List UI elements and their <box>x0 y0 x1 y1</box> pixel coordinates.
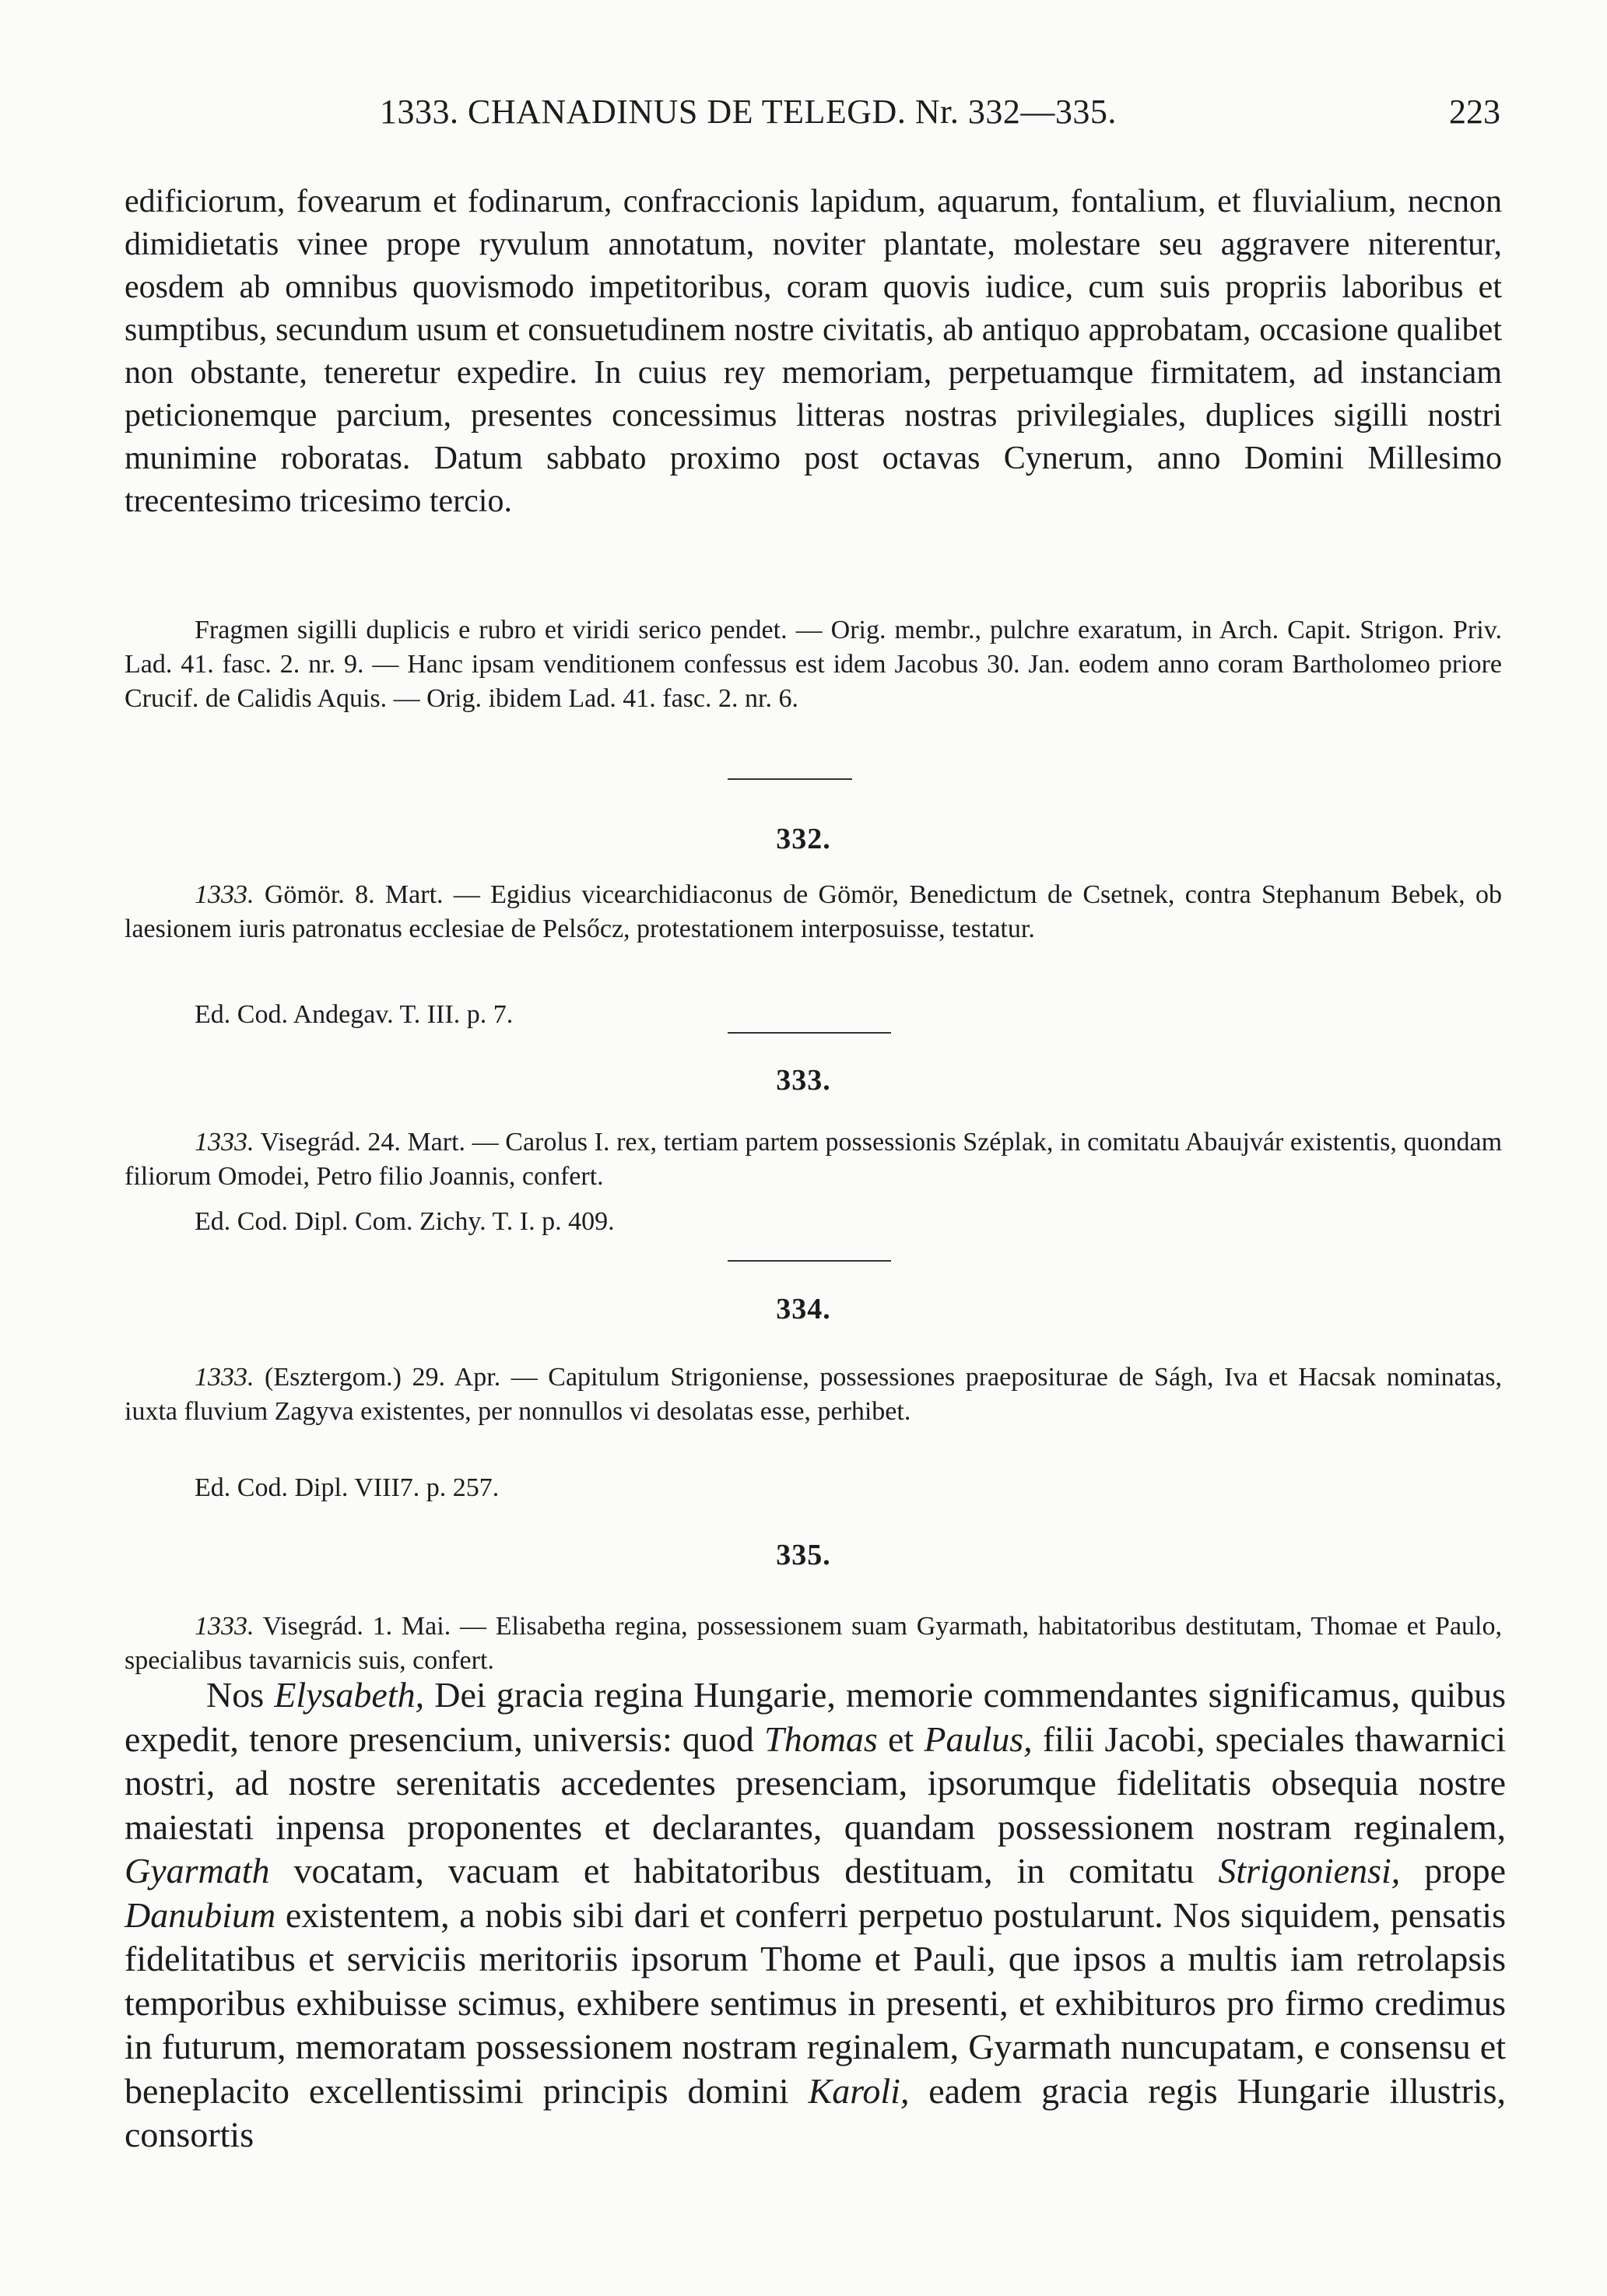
separator-rule <box>728 1032 891 1034</box>
charter-text-run: prope <box>1400 1851 1506 1891</box>
entry-date: 1333. <box>195 880 254 909</box>
charter-name-italic: Elysabeth, <box>274 1675 425 1715</box>
entry-regest <box>125 878 1502 946</box>
entry-regest <box>125 1125 1502 1194</box>
charter-name-italic: Karoli, <box>808 2070 910 2111</box>
entry-edition: Ed. Cod. Dipl. Com. Zichy. T. I. p. 409. <box>195 1207 615 1236</box>
charter-text-run: filii Jacobi, speciales thawarnici nostri, ad nostre serenitatis accedentes presenciam, ipsorumque fidelitatis obsequia nostre maiestati inpensa proponentes et declarantes, quandam possessionem nostram reginalem, <box>125 1718 1506 1847</box>
charter-text-run: eadem gracia regis Hungarie illustris, consortis <box>125 2070 1506 2154</box>
charter-name-italic: Thomas <box>764 1718 878 1759</box>
entry-summary: Visegrád. 24. Mart. — Carolus I. rex, tertiam partem possessionis Széplak, in comitatu Abaujvár existentis, quondam filiorum Omodei, Petro filio Joannis, confert. <box>125 1128 1503 1191</box>
charter-text-run: vocatam, vacuam et habitatoribus destituam, in comitatu <box>269 1851 1219 1891</box>
entry-summary: (Esztergom.) 29. Apr. — Capitulum Strigoniense, possessiones praepositurae de Ságh, Iva et Hacsak nominatas, iuxta fluvium Zagyva existentes, per nonnullos vi desolatas esse, perhibet. <box>125 1363 1502 1426</box>
running-head <box>125 92 1518 139</box>
entry-date: 1333. <box>195 1128 254 1157</box>
entry-summary: Visegrád. 1. Mai. — Elisabetha regina, possessionem suam Gyarmath, habitatoribus destitutam, Thomae et Paulo, specialibus tavarnicis suis, confert. <box>125 1612 1502 1675</box>
charter-name-italic: Gyarmath <box>125 1851 270 1891</box>
charter-name-italic: Danubium <box>125 1894 276 1935</box>
continuation-text: edificiorum, fovearum et fodinarum, confraccionis lapidum, aquarum, fontalium, et fluvialium, necnon dimidietatis vinee prope ryvulum annotatum, noviter plantate, molestare seu aggravere niterentur, eosdem ab omnibus quovismodo impetitoribus, coram quovis iudice, cum suis propriis laboribus et sumptibus, secundum usum et consuetudinem nostre civitatis, ab antiquo approbatam, occasione qualibet non obstante, teneretur expedire. In cuius rey memoriam, perpetuamque firmitatem, ad instanciam peticionemque parcium, presentes concessimus litteras nostras privilegiales, duplices sigilli nostri munimine roboratas. Datum sabbato proximo post octavas Cynerum, anno Domini Millesimo trecentesimo tricesimo tercio. <box>125 184 1502 519</box>
entry-date: 1333. <box>195 1363 254 1392</box>
entry-number: 334. <box>776 1293 831 1325</box>
charter-name-italic: Paulus, <box>924 1718 1033 1759</box>
entry-number: 332. <box>776 823 831 855</box>
charter-text-run: existentem, a nobis sibi dari et conferri perpetuo postularunt. Nos siquidem, pensatis fidelitatibus et serviciis meritoriis ipsorum Thome et Pauli, que ipsos a multis iam retrolapsis temporibus exhibuisse scimus, exhibere sentimus in presenti, et exhibituros pro firmo credimus in futurum, memoratam possessionem nostram reginalem, Gyarmath nuncupatam, e consensu et beneplacito excellentissimi principis domini <box>125 1894 1506 2111</box>
continuation-note: Fragmen sigilli duplicis e rubro et viridi serico pendet. — Orig. membr., pulchre exaratum, in Arch. Capit. Strigon. Priv. Lad. 41. fasc. 2. nr. 9. — Hanc ipsam venditionem confessus est idem Jacobus 30. Jan. eodem anno coram Bartholomeo priore Crucif. de Calidis Aquis. — Orig. ibidem Lad. 41. fasc. 2. nr. 6. <box>125 616 1502 713</box>
entry-regest <box>125 1610 1502 1678</box>
charter-text-run: et <box>877 1718 925 1759</box>
entry-summary: Gömör. 8. Mart. — Egidius vicearchidiaconus de Gömör, Benedictum de Csetnek, contra Stephanum Bebek, ob laesionem iuris patronatus ecclesiae de Pelsőcz, protestationem interposuisse, testatur. <box>125 880 1502 943</box>
separator-rule <box>728 778 852 780</box>
entry-edition: Ed. Cod. Dipl. VIII7. p. 257. <box>195 1473 500 1502</box>
entry-number: 333. <box>776 1064 831 1097</box>
entry-edition: Ed. Cod. Andegav. T. III. p. 7. <box>195 1000 514 1029</box>
entry-regest <box>125 1360 1502 1429</box>
page-number: 223 <box>1449 93 1500 131</box>
charter-text-run: Nos <box>206 1675 275 1715</box>
entry-date: 1333. <box>195 1612 254 1641</box>
running-title: 1333. CHANADINUS DE TELEGD. Nr. 332—335. <box>380 93 1117 131</box>
charter-text-run: Dei gracia regina Hungarie, memorie commendantes significamus, quibus expedit, tenore presencium, universis: quod <box>125 1675 1507 1759</box>
entry-number: 335. <box>776 1539 831 1571</box>
charter-name-italic: Strigoniensi, <box>1218 1851 1401 1891</box>
charter-text <box>125 1673 1506 2157</box>
separator-rule <box>728 1260 891 1262</box>
